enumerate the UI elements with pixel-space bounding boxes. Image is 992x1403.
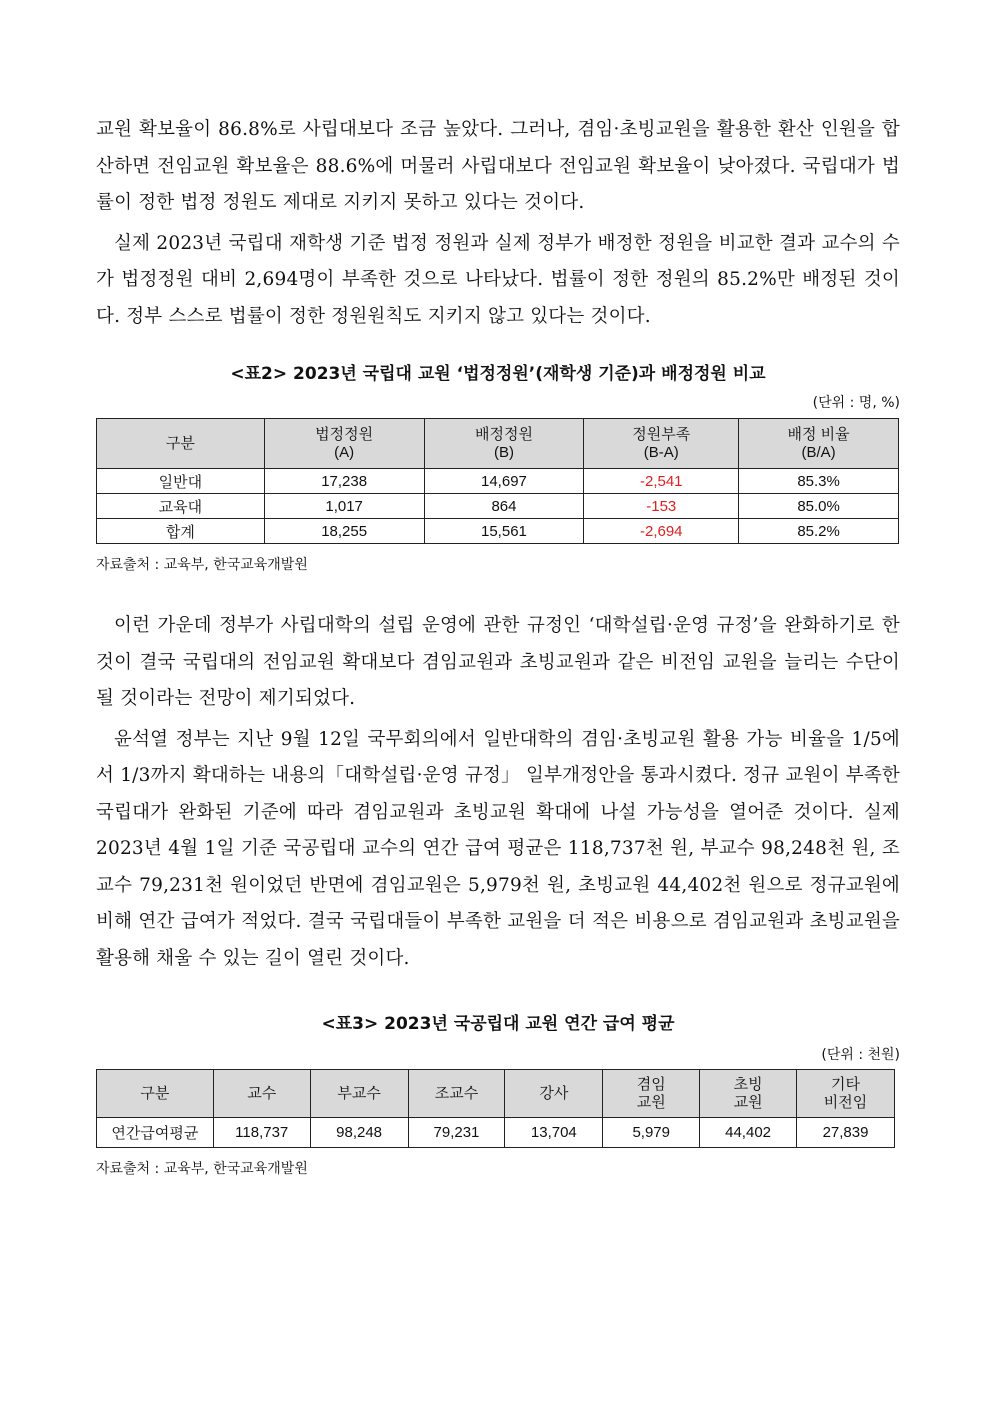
table-cell: 연간급여평균 [97,1118,214,1148]
table-cell: 27,839 [797,1118,895,1148]
paragraph-4: 윤석열 정부는 지난 9월 12일 국무회의에서 일반대학의 겸임·초빙교원 활용 가능 비율을 1/5에서 1/3까지 확대하는 내용의「대학설립·운영 규정」 일부개정안을 통과시켰다. 정규 교원이 부족한 국립대가 완화된 기준에 따라 겸임교원과 초빙교원 확대에 나설 가능성을 열어준 것이다. 실제 2023년 4월 1일 기준 국공립대 교수의 연간 급여 평균은 118,737천 원, 부교수 98,248천 원, 조교수 79,231천 원이었던 반면에 겸임교원은 5,979천 원, 초빙교원 44,402천 원으로 정규교원에 비해 연간 급여가 적었다. 결국 국립대들이 부족한 교원을 더 적은 비용으로 겸임교원과 초빙교원을 활용해 채울 수 있는 길이 열린 것이다. [96,728,900,969]
table-cell: 17,238 [264,469,424,494]
table-cell: 14,697 [424,469,584,494]
table3-header-cell: 겸임 교원 [603,1070,700,1118]
table3-header-cell: 구분 [97,1070,214,1118]
table-cell: 118,737 [213,1118,310,1148]
table-cell: 864 [424,494,584,519]
document-page [96,112,900,1178]
table-cell-shortage: -2,694 [584,519,739,544]
table3-source: 자료출처 : 교육부, 한국교육개발원 [96,1161,308,1177]
paragraph-3: 이런 가운데 정부가 사립대학의 설립 운영에 관한 규정인 ‘대학설립·운영 규정’을 완화하기로 한 것이 결국 국립대의 전임교원 확대보다 겸임교원과 초빙교원과 같은 비전임 교원을 늘리는 수단이 될 것이라는 전망이 제기되었다. [96,615,900,709]
table-cell: 13,704 [505,1118,603,1148]
paragraph-1: 교원 확보율이 86.8%로 사립대보다 조금 높았다. 그러나, 겸임·초빙교원을 활용한 환산 인원을 합산하면 전임교원 확보율은 88.6%에 머물러 사립대보다 전임교원 확보율이 낮아졌다. 국립대가 법률이 정한 법정 정원도 제대로 지키지 못하고 있다는 것이다. [96,119,900,213]
table2-caption: <표2> 2023년 국립대 교원 ‘법정정원’(재학생 기준)과 배정정원 비교 [230,364,766,384]
table2 [96,418,899,544]
table3-header-cell: 조교수 [408,1070,505,1118]
table3-caption: <표3> 2023년 국공립대 교원 연간 급여 평균 [321,1014,675,1034]
table-cell: 18,255 [264,519,424,544]
table3-unit: (단위 : 천원) [821,1047,900,1063]
table-cell: 5,979 [603,1118,700,1148]
table-row [97,494,899,519]
table3-header-cell: 초빙 교원 [700,1070,797,1118]
table-cell: 교육대 [97,494,265,519]
table-cell-shortage: -2,541 [584,469,739,494]
table-cell: 85.0% [739,494,899,519]
table-row [97,519,899,544]
table-cell: 85.3% [739,469,899,494]
table3-header-cell: 교수 [213,1070,310,1118]
table-cell: 합계 [97,519,265,544]
table-row [97,469,899,494]
table3-header-row [97,1070,895,1118]
table2-header-cell: 배정 비율 (B/A) [739,419,899,469]
table2-header-cell: 구분 [97,419,265,469]
table-cell: 85.2% [739,519,899,544]
table3-header-cell: 기타 비전임 [797,1070,895,1118]
table2-header-cell: 법정정원 (A) [264,419,424,469]
paragraph-2: 실제 2023년 국립대 재학생 기준 법정 정원과 실제 정부가 배정한 정원을 비교한 결과 교수의 수가 법정정원 대비 2,694명이 부족한 것으로 나타났다. 법률이 정한 정원의 85.2%만 배정된 것이다. 정부 스스로 법률이 정한 정원원칙도 지키지 않고 있다는 것이다. [96,232,900,327]
table3-header-cell: 강사 [505,1070,603,1118]
table2-unit: (단위 : 명, %) [812,395,900,411]
table-cell: 일반대 [97,469,265,494]
table3-header-cell: 부교수 [310,1070,408,1118]
table-row [97,1118,895,1148]
table2-source: 자료출처 : 교육부, 한국교육개발원 [96,557,308,573]
table3 [96,1069,895,1148]
table-cell: 79,231 [408,1118,505,1148]
table-cell: 1,017 [264,494,424,519]
table2-header-row [97,419,899,469]
table-cell: 98,248 [310,1118,408,1148]
table2-header-cell: 정원부족 (B-A) [584,419,739,469]
table-cell-shortage: -153 [584,494,739,519]
table-cell: 44,402 [700,1118,797,1148]
table-cell: 15,561 [424,519,584,544]
table2-header-cell: 배정정원 (B) [424,419,584,469]
